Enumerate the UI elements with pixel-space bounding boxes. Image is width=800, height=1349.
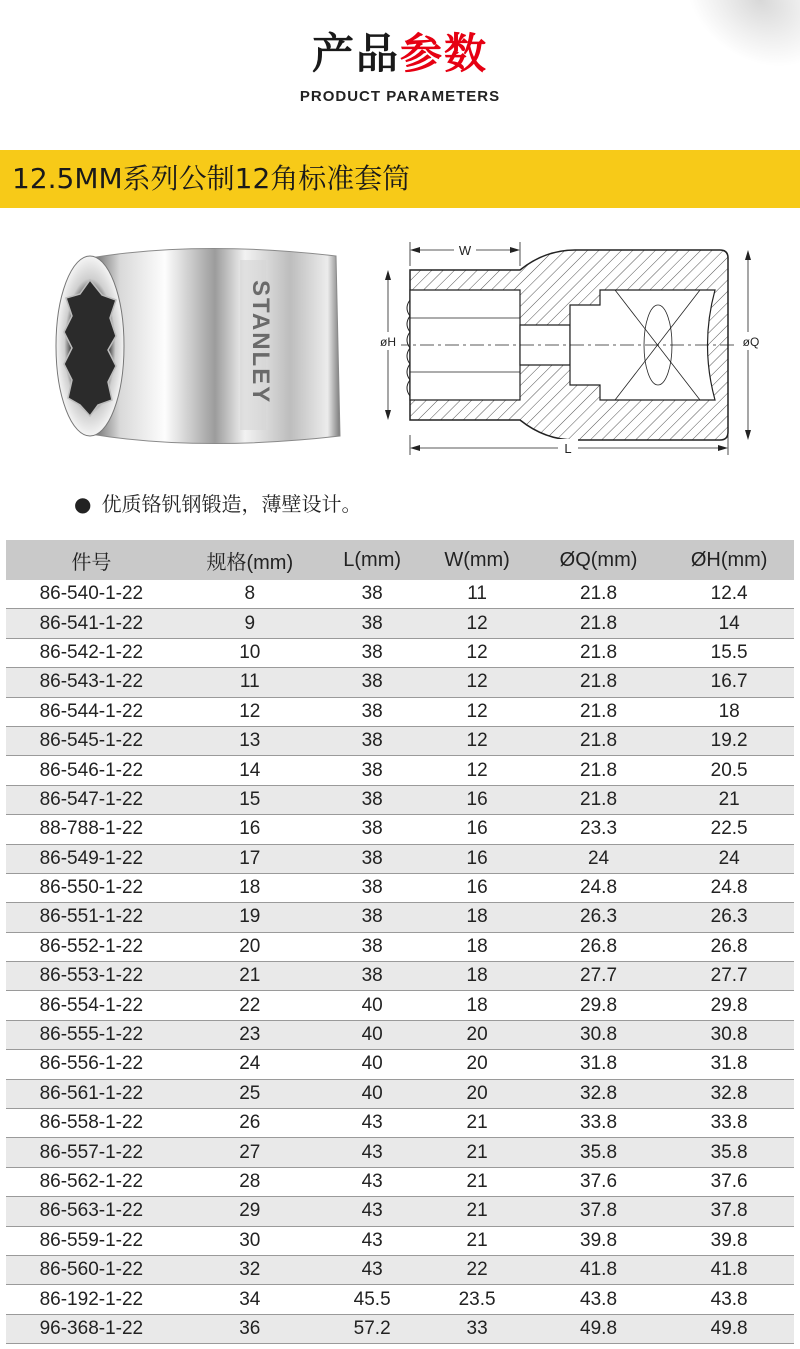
- series-banner: [0, 150, 800, 208]
- table-cell: 27.7: [664, 962, 794, 991]
- table-cell: 38: [323, 609, 422, 638]
- table-cell: 9: [177, 609, 323, 638]
- page-header: [0, 28, 800, 105]
- table-cell: 19.2: [664, 726, 794, 755]
- table-cell: 24.8: [533, 873, 665, 902]
- table-cell: 86-551-1-22: [6, 903, 177, 932]
- table-cell: 18: [421, 932, 532, 961]
- table-row: [6, 638, 794, 667]
- table-cell: 31.8: [533, 1050, 665, 1079]
- table-cell: 23.5: [421, 1285, 532, 1314]
- table-row: [6, 1285, 794, 1314]
- table-cell: 37.6: [664, 1167, 794, 1196]
- table-cell: 37.8: [533, 1197, 665, 1226]
- table-cell: 16.7: [664, 668, 794, 697]
- table-cell: 8: [177, 580, 323, 609]
- table-cell: 16: [421, 785, 532, 814]
- table-row: [6, 1167, 794, 1196]
- table-cell: 38: [323, 726, 422, 755]
- table-cell: 12: [421, 638, 532, 667]
- table-cell: 86-561-1-22: [6, 1079, 177, 1108]
- table-row: [6, 962, 794, 991]
- table-cell: 31.8: [664, 1050, 794, 1079]
- table-cell: 86-550-1-22: [6, 873, 177, 902]
- table-cell: 27.7: [533, 962, 665, 991]
- table-cell: 86-559-1-22: [6, 1226, 177, 1255]
- table-cell: 33: [421, 1314, 532, 1343]
- socket-photo: [50, 240, 350, 452]
- table-cell: 38: [323, 668, 422, 697]
- table-cell: 23: [177, 1020, 323, 1049]
- table-cell: 86-543-1-22: [6, 668, 177, 697]
- table-cell: 96-368-1-22: [6, 1314, 177, 1343]
- table-cell: 12.4: [664, 580, 794, 609]
- table-cell: 86-545-1-22: [6, 726, 177, 755]
- table-cell: 38: [323, 697, 422, 726]
- table-cell: 40: [323, 991, 422, 1020]
- table-cell: 38: [323, 785, 422, 814]
- page-title: [0, 28, 800, 80]
- col-header-width: W(mm): [421, 540, 532, 580]
- table-cell: 39.8: [533, 1226, 665, 1255]
- table-cell: 17: [177, 844, 323, 873]
- table-row: [6, 609, 794, 638]
- spec-table: [6, 540, 794, 1344]
- series-title: 12.5MM系列公制12角标准套筒: [12, 162, 411, 195]
- table-cell: 21: [421, 1167, 532, 1196]
- table-cell: 12: [421, 697, 532, 726]
- table-cell: 38: [323, 638, 422, 667]
- table-cell: 86-560-1-22: [6, 1255, 177, 1284]
- table-row: [6, 991, 794, 1020]
- table-cell: 27: [177, 1138, 323, 1167]
- table-row: [6, 580, 794, 609]
- table-cell: 37.6: [533, 1167, 665, 1196]
- col-header-size: 规格(mm): [177, 540, 323, 580]
- table-cell: 12: [421, 668, 532, 697]
- table-row: [6, 1138, 794, 1167]
- table-cell: 38: [323, 815, 422, 844]
- socket-cross-section-drawing: [370, 230, 770, 460]
- col-header-part-no: 件号: [6, 540, 177, 580]
- table-cell: 22.5: [664, 815, 794, 844]
- table-cell: 28: [177, 1167, 323, 1196]
- table-cell: 18: [421, 962, 532, 991]
- table-cell: 29.8: [533, 991, 665, 1020]
- socket-opening-icon: [64, 280, 116, 416]
- table-cell: 18: [421, 903, 532, 932]
- table-row: [6, 1050, 794, 1079]
- table-cell: 38: [323, 756, 422, 785]
- col-header-head-diameter: ØH(mm): [664, 540, 794, 580]
- table-cell: 86-558-1-22: [6, 1109, 177, 1138]
- table-cell: 30.8: [664, 1020, 794, 1049]
- table-cell: 11: [421, 580, 532, 609]
- table-cell: 21.8: [533, 580, 665, 609]
- table-cell: 57.2: [323, 1314, 422, 1343]
- table-cell: 22: [177, 991, 323, 1020]
- table-cell: 86-549-1-22: [6, 844, 177, 873]
- table-cell: 86-547-1-22: [6, 785, 177, 814]
- table-cell: 86-563-1-22: [6, 1197, 177, 1226]
- table-row: [6, 726, 794, 755]
- table-cell: 26.3: [664, 903, 794, 932]
- table-cell: 88-788-1-22: [6, 815, 177, 844]
- table-cell: 43: [323, 1226, 422, 1255]
- table-row: [6, 1255, 794, 1284]
- table-cell: 86-544-1-22: [6, 697, 177, 726]
- bullet-dot-icon: ●: [74, 492, 92, 516]
- table-cell: 38: [323, 903, 422, 932]
- table-row: [6, 873, 794, 902]
- table-row: [6, 1079, 794, 1108]
- table-cell: 24: [177, 1050, 323, 1079]
- title-dark-part: 产品: [311, 29, 400, 78]
- table-cell: 24.8: [664, 873, 794, 902]
- table-cell: 12: [177, 697, 323, 726]
- table-cell: 33.8: [533, 1109, 665, 1138]
- table-cell: 21.8: [533, 785, 665, 814]
- table-cell: 21.8: [533, 756, 665, 785]
- dim-q-label: øQ: [742, 335, 760, 349]
- table-cell: 86-562-1-22: [6, 1167, 177, 1196]
- table-cell: 40: [323, 1079, 422, 1108]
- table-cell: 32.8: [664, 1079, 794, 1108]
- table-cell: 40: [323, 1020, 422, 1049]
- table-cell: 43: [323, 1197, 422, 1226]
- table-cell: 86-546-1-22: [6, 756, 177, 785]
- table-cell: 38: [323, 932, 422, 961]
- table-cell: 12: [421, 726, 532, 755]
- table-cell: 21: [177, 962, 323, 991]
- spec-table-header-row: [6, 540, 794, 580]
- table-cell: 21.8: [533, 697, 665, 726]
- table-cell: 43: [323, 1255, 422, 1284]
- table-cell: 26.8: [533, 932, 665, 961]
- dim-w-label: W: [458, 243, 472, 258]
- table-cell: 29: [177, 1197, 323, 1226]
- table-cell: 40: [323, 1050, 422, 1079]
- table-row: [6, 903, 794, 932]
- feature-line: [74, 488, 361, 517]
- table-cell: 18: [177, 873, 323, 902]
- table-cell: 21.8: [533, 668, 665, 697]
- col-header-outer-diameter: ØQ(mm): [533, 540, 665, 580]
- table-row: [6, 756, 794, 785]
- dim-h-label: øH: [380, 335, 396, 349]
- col-header-length: L(mm): [323, 540, 422, 580]
- table-cell: 41.8: [533, 1255, 665, 1284]
- table-cell: 20: [421, 1079, 532, 1108]
- table-cell: 15.5: [664, 638, 794, 667]
- table-cell: 16: [421, 873, 532, 902]
- brand-engraving: STANLEY: [247, 280, 274, 405]
- table-row: [6, 932, 794, 961]
- table-row: [6, 844, 794, 873]
- table-cell: 86-552-1-22: [6, 932, 177, 961]
- table-cell: 86-192-1-22: [6, 1285, 177, 1314]
- table-cell: 43.8: [533, 1285, 665, 1314]
- table-cell: 35.8: [664, 1138, 794, 1167]
- table-cell: 26.3: [533, 903, 665, 932]
- table-cell: 43: [323, 1109, 422, 1138]
- table-cell: 34: [177, 1285, 323, 1314]
- table-cell: 86-540-1-22: [6, 580, 177, 609]
- table-row: [6, 1109, 794, 1138]
- table-cell: 23.3: [533, 815, 665, 844]
- table-row: [6, 1226, 794, 1255]
- table-cell: 19: [177, 903, 323, 932]
- table-cell: 32: [177, 1255, 323, 1284]
- table-cell: 10: [177, 638, 323, 667]
- table-cell: 18: [664, 697, 794, 726]
- table-row: [6, 668, 794, 697]
- table-cell: 38: [323, 844, 422, 873]
- table-cell: 21.8: [533, 638, 665, 667]
- table-cell: 14: [664, 609, 794, 638]
- table-cell: 12: [421, 609, 532, 638]
- table-row: [6, 697, 794, 726]
- table-cell: 21: [664, 785, 794, 814]
- table-cell: 21.8: [533, 609, 665, 638]
- table-cell: 86-541-1-22: [6, 609, 177, 638]
- table-cell: 20: [421, 1020, 532, 1049]
- table-cell: 21: [421, 1138, 532, 1167]
- table-row: [6, 815, 794, 844]
- table-cell: 49.8: [664, 1314, 794, 1343]
- table-cell: 21: [421, 1109, 532, 1138]
- table-cell: 15: [177, 785, 323, 814]
- table-cell: 21: [421, 1197, 532, 1226]
- table-row: [6, 785, 794, 814]
- table-cell: 41.8: [664, 1255, 794, 1284]
- table-cell: 43: [323, 1138, 422, 1167]
- table-cell: 29.8: [664, 991, 794, 1020]
- table-cell: 43.8: [664, 1285, 794, 1314]
- table-row: [6, 1197, 794, 1226]
- table-cell: 13: [177, 726, 323, 755]
- table-cell: 20.5: [664, 756, 794, 785]
- title-red-part: 参数: [400, 29, 489, 78]
- table-cell: 33.8: [664, 1109, 794, 1138]
- feature-text: 优质铬钒钢锻造，薄壁设计。: [101, 492, 362, 516]
- table-cell: 30: [177, 1226, 323, 1255]
- table-cell: 38: [323, 962, 422, 991]
- table-cell: 43: [323, 1167, 422, 1196]
- table-cell: 36: [177, 1314, 323, 1343]
- table-cell: 16: [177, 815, 323, 844]
- table-cell: 38: [323, 580, 422, 609]
- table-row: [6, 1020, 794, 1049]
- table-cell: 14: [177, 756, 323, 785]
- table-cell: 25: [177, 1079, 323, 1108]
- table-cell: 86-556-1-22: [6, 1050, 177, 1079]
- table-cell: 22: [421, 1255, 532, 1284]
- table-cell: 30.8: [533, 1020, 665, 1049]
- table-row: [6, 1314, 794, 1343]
- table-cell: 18: [421, 991, 532, 1020]
- table-cell: 11: [177, 668, 323, 697]
- table-cell: 86-542-1-22: [6, 638, 177, 667]
- table-cell: 39.8: [664, 1226, 794, 1255]
- table-cell: 26.8: [664, 932, 794, 961]
- table-cell: 86-554-1-22: [6, 991, 177, 1020]
- table-cell: 12: [421, 756, 532, 785]
- table-cell: 16: [421, 815, 532, 844]
- table-cell: 24: [533, 844, 665, 873]
- table-cell: 21: [421, 1226, 532, 1255]
- dim-l-label: L: [564, 441, 572, 456]
- table-cell: 21.8: [533, 726, 665, 755]
- table-cell: 86-553-1-22: [6, 962, 177, 991]
- page-subtitle: PRODUCT PARAMETERS: [299, 88, 501, 105]
- table-cell: 38: [323, 873, 422, 902]
- table-cell: 45.5: [323, 1285, 422, 1314]
- table-cell: 16: [421, 844, 532, 873]
- table-cell: 20: [421, 1050, 532, 1079]
- table-cell: 26: [177, 1109, 323, 1138]
- table-cell: 24: [664, 844, 794, 873]
- table-cell: 20: [177, 932, 323, 961]
- table-cell: 32.8: [533, 1079, 665, 1108]
- table-cell: 86-555-1-22: [6, 1020, 177, 1049]
- table-cell: 37.8: [664, 1197, 794, 1226]
- table-cell: 49.8: [533, 1314, 665, 1343]
- table-cell: 86-557-1-22: [6, 1138, 177, 1167]
- table-cell: 35.8: [533, 1138, 665, 1167]
